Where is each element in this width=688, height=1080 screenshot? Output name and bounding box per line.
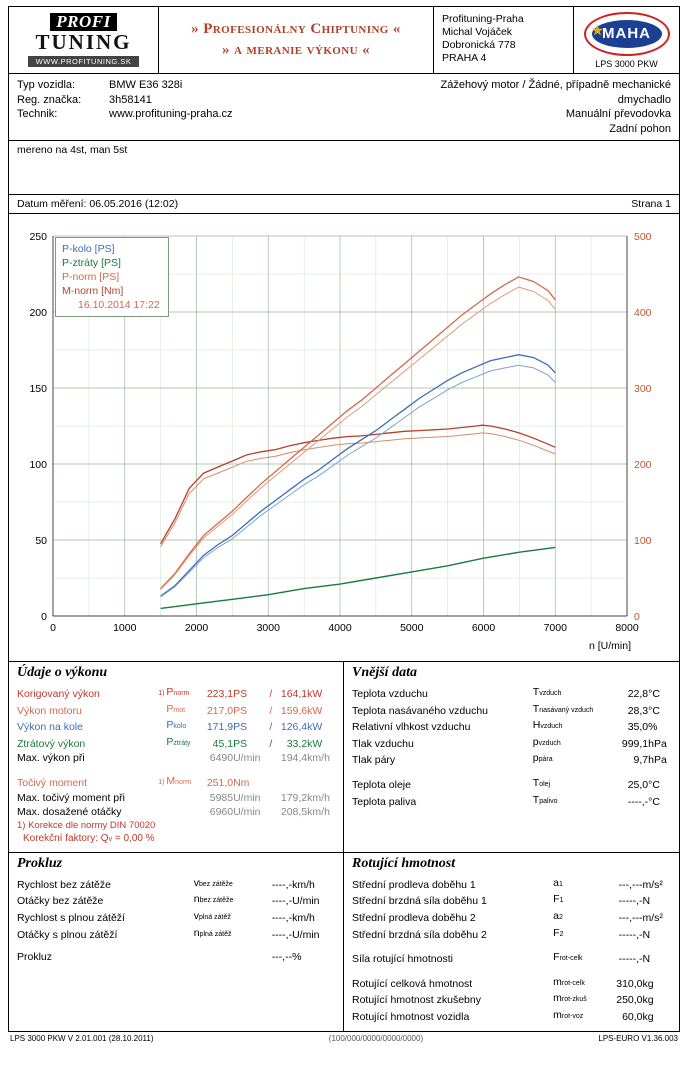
maxtorque-speed-unit: km/h <box>307 791 330 804</box>
maxtorque-rpm-unit: U/min <box>233 791 261 804</box>
table-row <box>17 926 337 943</box>
table-row <box>352 950 673 967</box>
svg-text:0: 0 <box>50 622 56 634</box>
power-row-3-label: Ztrátový výkon <box>17 737 86 750</box>
rotating-row-8-symbol: mrot-zkuš <box>553 992 587 1005</box>
slogan-line-2: » a meranie výkonu « <box>222 42 370 58</box>
table-row <box>17 892 337 909</box>
slogan-block <box>159 7 434 73</box>
power-row-0-v2: 164,1 <box>280 688 308 700</box>
rotating-row-5-unit: N <box>642 953 651 966</box>
svg-text:400: 400 <box>634 307 652 319</box>
legend-item-date: 16.10.2014 17:22 <box>78 299 160 311</box>
rotating-row-5-value: -----,- <box>618 953 643 966</box>
maxrpm-label: Max. dosažené otáčky <box>17 806 122 819</box>
rotating-row-2-value: ---,--- <box>618 911 643 924</box>
maxtorque-speed: 179,2 <box>280 791 308 804</box>
data-panels-top <box>8 662 680 853</box>
external-row-7-symbol: Tpalivo <box>532 793 558 806</box>
table-row <box>17 950 337 965</box>
slip-row-3-value: ----,- <box>271 928 293 941</box>
rotating-row-1-label: Střední brzdná síla doběhu 1 <box>352 895 487 908</box>
power-row-1-label: Výkon motoru <box>17 704 82 717</box>
maha-logo-icon <box>584 12 670 56</box>
vehicle-row <box>17 78 396 93</box>
vehicle-info-left <box>9 78 396 136</box>
power-row-1-sep: / <box>269 704 273 717</box>
slip-row-2-label: Rychlost s plnou zátěží <box>17 911 125 924</box>
page-header <box>8 6 680 74</box>
slip-row-0-symbol: vbez zátěže <box>193 876 233 889</box>
slip-row-5-unit: % <box>292 951 302 964</box>
svg-text:5000: 5000 <box>400 622 424 634</box>
torque-note: 1) <box>158 778 165 786</box>
technician-label: Technik: <box>17 108 58 120</box>
rotating-row-7-label: Rotující celková hmotnost <box>352 977 473 990</box>
measurement-date-row <box>8 195 680 214</box>
rotating-row-3-label: Střední brzdná síla doběhu 2 <box>352 928 487 941</box>
torque-label: Točivý moment <box>17 776 88 789</box>
maha-block <box>574 7 679 73</box>
power-footnote-1: 1) Korekce dle normy DIN 70020 <box>17 819 156 831</box>
svg-text:50: 50 <box>35 535 47 547</box>
maxtorque-label: Max. točivý moment při <box>17 791 125 804</box>
table-row <box>17 766 337 774</box>
svg-text:300: 300 <box>634 383 652 395</box>
rotating-row-5-label: Síla rotující hmotnosti <box>352 953 453 966</box>
power-row-0-note: 1) <box>158 690 165 697</box>
external-row-4-value: 9,7 <box>633 754 649 767</box>
table-row <box>352 685 673 702</box>
svg-text:150: 150 <box>29 383 47 395</box>
rotating-row-1-symbol: F1 <box>553 893 564 906</box>
slip-row-2-value: ----,- <box>271 911 293 924</box>
rotating-row-3-unit: N <box>642 928 651 941</box>
slip-row-0-value: ----,- <box>271 878 293 891</box>
data-panels-bottom <box>8 853 680 1032</box>
vehicle-info-right <box>396 78 679 136</box>
rotating-row-3-value: -----,- <box>618 928 643 941</box>
external-row-1-value: 28,3 <box>627 704 649 717</box>
dyno-chart <box>8 214 680 662</box>
slip-row-3-symbol: nplná zátěž <box>193 926 232 939</box>
power-row-2-v1: 171,9 <box>206 721 234 734</box>
logo-top-text: PROFI <box>50 13 116 31</box>
slip-panel-title: Prokluz <box>17 855 63 871</box>
power-row-2-sep: / <box>269 721 273 734</box>
external-panel-title: Vnější data <box>352 665 417 680</box>
table-row <box>17 685 337 702</box>
svg-text:100: 100 <box>634 535 652 547</box>
chart-legend <box>55 237 169 317</box>
external-row-3-unit: hPa <box>648 737 667 750</box>
rotating-row-3-symbol: F2 <box>553 926 564 939</box>
slip-row-2-symbol: vplná zátěž <box>193 909 231 922</box>
page-number: Strana 1 <box>631 198 671 210</box>
power-row-2-u2: kW <box>307 721 323 734</box>
plate-value: 3h58141 <box>109 93 152 106</box>
table-row <box>352 702 673 719</box>
table-row <box>352 991 673 1008</box>
address-line-2: Michal Vojáček <box>442 26 513 38</box>
table-row <box>17 876 337 893</box>
power-row-2-label: Výkon na kole <box>17 721 83 734</box>
maxtorque-rpm: 5985 <box>209 791 234 804</box>
external-row-7-value: ----,- <box>627 795 649 808</box>
slip-row-5-symbol <box>194 950 259 965</box>
footer-left: LPS 3000 PKW V 2.01.001 (28.10.2011) <box>10 1033 154 1043</box>
rotating-row-7-unit: kg <box>642 977 654 990</box>
slip-row-0-label: Rychlost bez zátěže <box>17 878 111 891</box>
power-row-0-sep: / <box>269 688 273 700</box>
rotating-panel-title: Rotující hmotnost <box>352 855 456 871</box>
external-row-1-unit: °C <box>648 704 660 717</box>
svg-text:250: 250 <box>29 231 47 243</box>
external-row-4-symbol: ppára <box>532 752 553 765</box>
rotating-row-8-unit: kg <box>642 994 654 1007</box>
measurement-date: Datum měření: 06.05.2016 (12:02) <box>17 198 179 210</box>
power-row-0-v1: 223,1 <box>206 688 234 700</box>
svg-text:3000: 3000 <box>256 622 280 634</box>
rotating-row-9-value: 60,0 <box>622 1010 643 1023</box>
maxpower-speed-unit: km/h <box>307 752 330 765</box>
table-row <box>17 735 337 752</box>
legend-item-p-ztraty: P-ztráty [PS] <box>62 257 121 269</box>
power-row-0-u1: PS <box>233 688 248 700</box>
external-row-7-unit: °C <box>648 795 660 808</box>
logo-website: WWW.PROFITUNING.SK <box>28 56 140 67</box>
power-row-3-v2: 33,2 <box>286 737 308 750</box>
slip-panel <box>9 853 344 1031</box>
power-row-3-u1: PS <box>233 737 248 750</box>
maxpower-rpm-unit: U/min <box>233 752 261 765</box>
table-row <box>352 751 673 768</box>
table-row <box>352 892 673 909</box>
svg-text:0: 0 <box>634 611 640 623</box>
table-row <box>352 793 673 810</box>
power-row-3-v1: 45,1 <box>212 737 234 750</box>
power-row-1-u1: PS <box>233 704 248 717</box>
torque-value: 251,0 <box>206 776 234 789</box>
external-row-2-symbol: Hvzduch <box>532 719 563 732</box>
rotating-row-9-symbol: mrot-voz <box>553 1008 584 1021</box>
table-row <box>352 1008 673 1025</box>
power-row-1-v1: 217,0 <box>206 704 234 717</box>
table-row <box>352 735 673 752</box>
rotating-row-0-unit: m/s² <box>642 878 663 891</box>
power-row-0-label: Korigovaný výkon <box>17 688 100 700</box>
svg-text:1000: 1000 <box>113 622 137 634</box>
slip-row-1-label: Otáčky bez zátěže <box>17 895 104 908</box>
external-table <box>352 685 673 809</box>
external-row-2-unit: % <box>648 721 658 734</box>
engine-type: Zážehový motor / Žádné, případně mechanické dmychadlo <box>440 79 671 106</box>
rotating-row-1-unit: N <box>642 895 651 908</box>
vehicle-type-value: BMW E36 328i <box>109 79 183 91</box>
table-row <box>17 751 337 766</box>
svg-text:100: 100 <box>29 459 47 471</box>
svg-text:2000: 2000 <box>184 622 209 634</box>
address-line-3: Dobronická 778 <box>442 39 516 51</box>
footer-right: LPS-EURO V1.36.003 <box>598 1033 678 1043</box>
external-row-1-label: Teplota nasávaného vzduchu <box>352 704 489 717</box>
maha-device-label: LPS 3000 PKW <box>595 58 658 69</box>
rotating-row-8-label: Rotující hmotnost zkušebny <box>352 994 481 1007</box>
rotating-row-8-value: 250,0 <box>616 994 643 1007</box>
slip-row-3-label: Otáčky s plnou zátěží <box>17 928 118 941</box>
external-row-4-label: Tlak páry <box>352 754 396 767</box>
table-row <box>352 718 673 735</box>
power-row-2-u1: PS <box>233 721 248 734</box>
slip-row-5-label: Prokluz <box>17 951 53 964</box>
rotating-row-9-label: Rotující hmotnost vozidla <box>352 1010 470 1023</box>
maha-logo-text: MAHA <box>602 25 651 42</box>
power-panel-title: Údaje o výkonu <box>17 665 108 680</box>
slip-row-2-unit: km/h <box>292 911 315 924</box>
slip-row-1-symbol: nbez zátěže <box>193 893 234 906</box>
rotating-row-5-symbol: Frot-celk <box>553 951 583 964</box>
svg-text:7000: 7000 <box>543 622 567 634</box>
slip-row-5-value: ---,-- <box>271 951 293 964</box>
external-row-0-value: 22,8 <box>627 688 649 700</box>
external-row-6-symbol: Tolej <box>532 776 551 789</box>
slip-table <box>17 876 337 965</box>
slip-row-0-unit: km/h <box>292 878 315 891</box>
external-row-3-value: 999,1 <box>621 737 649 750</box>
svg-text:n [U/min]: n [U/min] <box>588 640 631 652</box>
technician-value: www.profituning-praha.cz <box>109 108 233 120</box>
power-row-0-symbol: Pnorm <box>166 686 190 698</box>
footer-middle: (100/000/0000/0000/0000) <box>328 1033 424 1043</box>
external-row-6-unit: °C <box>648 778 660 791</box>
table-row <box>17 718 337 735</box>
rotating-row-7-symbol: mrot-celk <box>553 975 585 988</box>
slogan-line-1: » Profesionálny Chiptuning « <box>191 21 401 37</box>
svg-text:200: 200 <box>29 307 47 319</box>
external-row-4-unit: hPa <box>648 754 667 767</box>
power-row-1-symbol: Pmot <box>166 702 186 715</box>
legend-item-p-norm: P-norm [PS] <box>62 271 120 283</box>
maxrpm-unit: U/min <box>233 806 261 819</box>
rotating-row-2-symbol: a2 <box>553 909 563 922</box>
table-row <box>17 942 337 950</box>
company-address <box>434 7 574 73</box>
drive-type: Zadní pohon <box>609 122 671 135</box>
maxrpm-speed: 208,5 <box>280 806 308 819</box>
table-row <box>352 768 673 776</box>
external-row-0-symbol: Tvzduch <box>532 686 562 698</box>
power-row-3-sep: / <box>269 737 273 750</box>
table-row <box>17 774 337 791</box>
vehicle-row <box>17 93 396 108</box>
power-row-1-v2: 159,6 <box>280 704 308 717</box>
vehicle-row <box>17 107 396 122</box>
power-row-3-symbol: Pztráty <box>166 735 191 748</box>
external-row-6-value: 25,0 <box>627 778 649 791</box>
power-row-1-note <box>158 702 166 719</box>
external-row-7-label: Teplota paliva <box>352 795 417 808</box>
rotating-mass-panel <box>344 853 679 1031</box>
table-row <box>17 791 337 806</box>
slip-row-1-value: ----,- <box>271 895 293 908</box>
external-row-0-label: Teplota vzduchu <box>352 688 428 700</box>
plate-label: Reg. značka: <box>17 93 82 106</box>
table-row <box>17 805 337 820</box>
torque-symbol: Mnorm <box>166 774 192 787</box>
profituning-logo <box>9 7 159 73</box>
external-row-2-label: Relativní vlhkost vzduchu <box>352 721 471 734</box>
maxpower-rpm: 6490 <box>209 752 234 765</box>
table-row <box>352 942 673 950</box>
rotating-row-9-unit: kg <box>642 1010 654 1023</box>
table-row <box>17 909 337 926</box>
svg-text:8000: 8000 <box>615 622 639 634</box>
rotating-row-7-value: 310,0 <box>616 977 643 990</box>
maxpower-label: Max. výkon při <box>17 752 85 765</box>
svg-text:500: 500 <box>634 231 652 243</box>
power-row-3-u2: kW <box>307 737 323 750</box>
external-row-3-label: Tlak vzduchu <box>352 737 414 750</box>
address-line-4: PRAHA 4 <box>442 52 487 64</box>
external-row-3-symbol: pvzduch <box>532 735 561 748</box>
rotating-row-0-label: Střední prodleva doběhu 1 <box>352 878 476 891</box>
table-row <box>17 702 337 719</box>
power-row-2-note <box>158 718 166 735</box>
svg-text:6000: 6000 <box>471 622 496 634</box>
power-row-3-note <box>158 735 166 752</box>
vehicle-info <box>8 74 680 141</box>
rotating-table <box>352 876 673 1025</box>
power-row-0-u2: kW <box>307 688 323 700</box>
vehicle-type-label: Typ vozidla: <box>17 79 76 91</box>
power-row-1-u2: kW <box>307 704 323 717</box>
legend-item-m-norm: M-norm [Nm] <box>62 285 124 297</box>
rotating-row-2-unit: m/s² <box>642 911 663 924</box>
slip-row-1-unit: U/min <box>292 895 320 908</box>
power-row-2-v2: 126,4 <box>280 721 308 734</box>
external-row-1-symbol: Tnasávaný vzduch <box>532 702 594 715</box>
rotating-row-2-label: Střední prodleva doběhu 2 <box>352 911 476 924</box>
legend-item-p-kolo: P-kolo [PS] <box>62 243 115 255</box>
page-footer <box>8 1032 680 1043</box>
power-table <box>17 685 337 820</box>
power-footnote-2: Korekční faktory: Qv = 0,00 % <box>23 832 155 844</box>
rotating-row-1-value: -----,- <box>618 895 643 908</box>
power-row-2-symbol: Pkolo <box>166 719 187 732</box>
svg-text:200: 200 <box>634 459 652 471</box>
table-row <box>352 776 673 793</box>
table-row <box>352 967 673 975</box>
slip-row-3-unit: U/min <box>292 928 320 941</box>
table-row <box>352 876 673 893</box>
rotating-row-0-symbol: a1 <box>553 876 563 889</box>
external-row-6-label: Teplota oleje <box>352 778 411 791</box>
external-data-panel <box>344 662 679 852</box>
maxpower-speed: 194,4 <box>280 752 308 765</box>
power-panel <box>9 662 344 852</box>
svg-text:0: 0 <box>41 611 47 623</box>
table-row <box>352 975 673 992</box>
table-row <box>352 926 673 943</box>
svg-text:4000: 4000 <box>328 622 352 634</box>
rotating-row-0-value: ---,--- <box>618 878 643 891</box>
torque-unit: Nm <box>233 776 250 789</box>
external-row-0-unit: °C <box>648 688 660 700</box>
maxrpm-value: 6960 <box>209 806 234 819</box>
external-row-2-value: 35,0 <box>627 721 649 734</box>
address-line-1: Profituning-Praha <box>442 13 524 25</box>
table-row <box>352 909 673 926</box>
gearbox-type: Manuální převodovka <box>565 108 671 120</box>
logo-bottom-text: TUNING <box>35 30 132 54</box>
maxrpm-speed-unit: km/h <box>307 806 330 819</box>
measurement-note: mereno na 4st, man 5st <box>8 141 680 195</box>
